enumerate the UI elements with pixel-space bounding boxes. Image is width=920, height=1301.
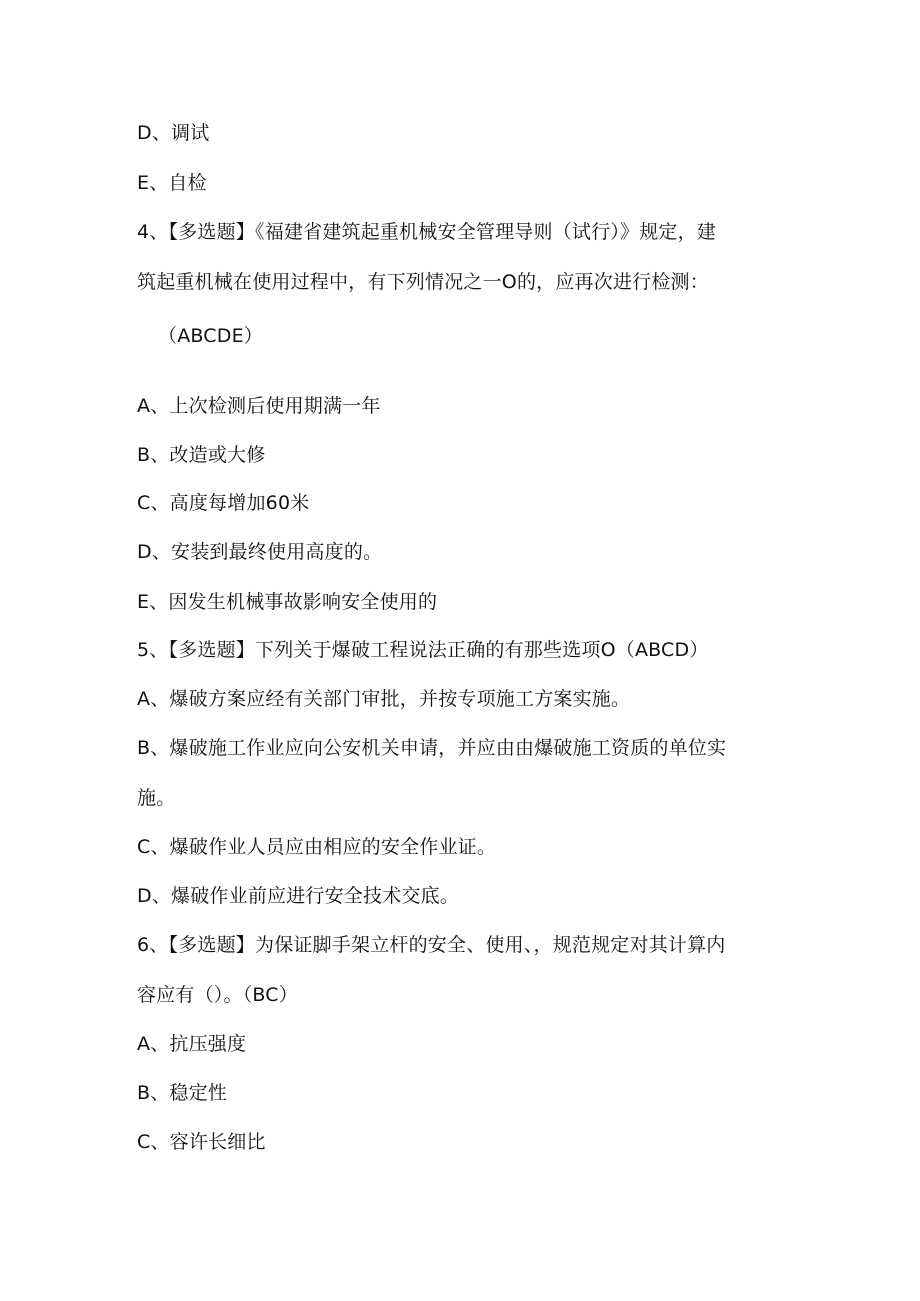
option-line-continued: 施。 (137, 787, 176, 809)
option-line: B、改造或大修 (137, 444, 266, 466)
question-line: 容应有（）。（BC） (137, 984, 298, 1006)
question-line: 5、【多选题】下列关于爆破工程说法正确的有那些选项O（ABCD） (137, 639, 709, 661)
option-line: E、自检 (137, 172, 207, 194)
option-line: C、容许长细比 (137, 1131, 266, 1153)
option-line: E、因发生机械事故影响安全使用的 (137, 591, 438, 613)
option-line: D、爆破作业前应进行安全技术交底。 (137, 885, 460, 907)
question-line: 筑起重机械在使用过程中，有下列情况之一O的，应再次进行检测： (137, 271, 709, 293)
option-line: A、爆破方案应经有关部门审批，并按专项施工方案实施。 (137, 688, 631, 710)
question-line: 6、【多选题】为保证脚手架立杆的安全、使用、，规范规定对其计算内 (137, 934, 726, 956)
option-line: B、稳定性 (137, 1082, 228, 1104)
option-line: C、爆破作业人员应由相应的安全作业证。 (137, 836, 497, 858)
answer-line: （ABCDE） (158, 325, 264, 347)
option-line: D、安装到最终使用高度的。 (137, 541, 383, 563)
option-line: A、上次检测后使用期满一年 (137, 395, 381, 417)
question-line: 4、【多选题】《福建省建筑起重机械安全管理导则（试行）》规定，建 (137, 221, 716, 243)
option-line: D、调试 (137, 122, 210, 144)
option-line: A、抗压强度 (137, 1033, 247, 1055)
option-line: C、高度每增加60米 (137, 492, 310, 514)
option-line: B、爆破施工作业应向公安机关申请，并应由由爆破施工资质的单位实 (137, 737, 727, 759)
